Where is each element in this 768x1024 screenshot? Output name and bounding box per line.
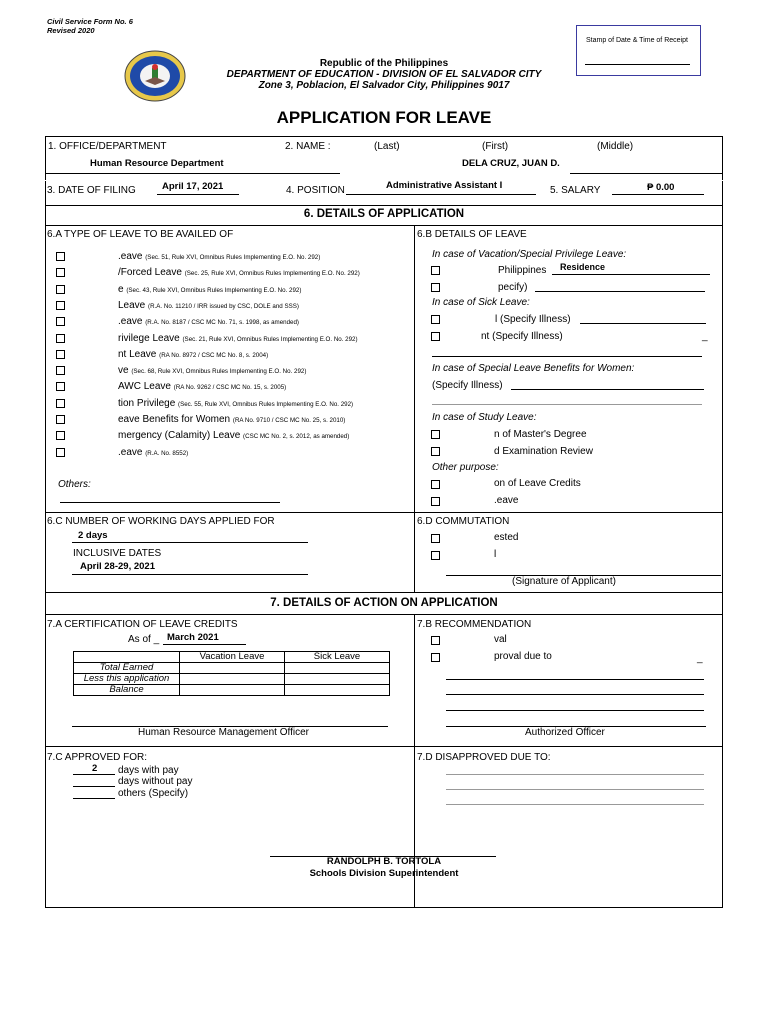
within-philippines-value[interactable]: Residence: [560, 262, 606, 272]
position-value[interactable]: Administrative Assistant I: [386, 180, 503, 191]
others-underline: [60, 502, 280, 503]
days-with-pay-value[interactable]: 2: [92, 763, 98, 774]
for-disapproval-label: proval due to: [494, 651, 552, 662]
salary-value[interactable]: ₱ 0.00: [647, 182, 675, 193]
other-purpose-heading: Other purpose:: [432, 462, 499, 473]
last-label: (Last): [374, 141, 400, 152]
table-cell[interactable]: [180, 674, 285, 685]
table-row-label: Less this application: [74, 674, 180, 685]
leave-type-reference: (Sec. 55, Rule XVI, Omnibus Rules Implementing E.O. No. 292): [178, 400, 354, 408]
leave-type-label: /Forced Leave: [118, 267, 182, 279]
leave-type-item: [118, 447, 188, 458]
leave-type-label: ve: [118, 365, 129, 377]
commutation-not-requested-checkbox[interactable]: [431, 551, 440, 560]
section-7-title: 7. DETAILS OF ACTION ON APPLICATION: [270, 597, 498, 609]
leave-type-checkbox[interactable]: [56, 448, 65, 457]
leave-type-checkbox[interactable]: [56, 334, 65, 343]
leave-type-reference: (Sec. 43, Rule XVI, Omnibus Rules Implementing E.O. No. 292): [126, 286, 302, 294]
inclusive-dates-value[interactable]: April 28-29, 2021: [80, 561, 155, 572]
section-7b-title: 7.B RECOMMENDATION: [417, 619, 532, 630]
leave-type-checkbox[interactable]: [56, 415, 65, 424]
leave-type-item: [118, 333, 358, 344]
salary-underline: [612, 194, 704, 195]
table-row-label: Total Earned: [74, 663, 180, 674]
abroad-checkbox[interactable]: [431, 283, 440, 292]
leave-type-label: Leave: [118, 299, 146, 311]
table-header-cell: [74, 652, 180, 663]
form-revision: Revised 2020: [47, 26, 95, 35]
table-cell[interactable]: [180, 685, 285, 696]
leave-type-checkbox[interactable]: [56, 366, 65, 375]
authorized-officer-label: Authorized Officer: [525, 727, 605, 738]
leave-type-item: [118, 349, 268, 360]
leave-type-reference: (Sec. 68, Rule XVI, Omnibus Rules Implementing E.O. No. 292): [131, 368, 307, 376]
leave-type-item: [118, 267, 360, 278]
leave-type-item: [118, 284, 301, 295]
leave-type-item: [118, 430, 349, 441]
leave-type-checkbox[interactable]: [56, 399, 65, 408]
applicant-signature-label: (Signature of Applicant): [512, 576, 616, 587]
leave-type-reference: (Sec. 51, Rule XVI, Omnibus Rules Implementing E.O. No. 292): [145, 254, 321, 261]
department-line: DEPARTMENT OF EDUCATION - DIVISION OF EL SALVADOR CITY: [226, 69, 542, 80]
name-value[interactable]: DELA CRUZ, JUAN D.: [462, 158, 560, 169]
others-specify-label: others (Specify): [118, 788, 189, 799]
terminal-leave-label: .eave: [494, 495, 519, 506]
leave-type-checkbox[interactable]: [56, 431, 65, 440]
leave-type-checkbox[interactable]: [56, 317, 65, 326]
sick-in-hospital-label: l (Specify Illness): [495, 314, 571, 325]
monetization-label: on of Leave Credits: [494, 478, 581, 489]
women-heading: In case of Special Leave Benefits for Women:: [432, 363, 635, 374]
leave-type-item: [118, 316, 299, 327]
section-6c-title: 6.C NUMBER OF WORKING DAYS APPLIED FOR: [47, 516, 275, 527]
section-6b-title: 6.B DETAILS OF LEAVE: [417, 229, 527, 240]
as-of-label: As of _: [128, 634, 160, 645]
name-label: 2. NAME :: [285, 141, 331, 152]
leave-type-label: .eave: [118, 446, 143, 458]
bar-board-review-checkbox[interactable]: [431, 447, 440, 456]
position-underline: [346, 194, 536, 195]
leave-type-item: [118, 398, 353, 409]
address-line: Zone 3, Poblacion, El Salvador City, Philippines 9017: [258, 80, 510, 91]
sick-in-hospital-checkbox[interactable]: [431, 315, 440, 324]
table-cell[interactable]: [180, 663, 285, 674]
date-underline: [157, 194, 239, 195]
stamp-label: Stamp of Date & Time of Receipt: [586, 37, 688, 44]
leave-type-label: rivilege Leave: [118, 332, 180, 344]
leave-type-reference: (CSC MC No. 2, s. 2012, as amended): [243, 433, 350, 441]
hr-officer-label: Human Resource Management Officer: [138, 727, 310, 738]
leave-type-label: .eave: [118, 316, 143, 328]
within-philippines-label: Philippines: [498, 265, 547, 276]
signatory-name: RANDOLPH B. TORTOLA: [326, 856, 442, 867]
leave-type-checkbox[interactable]: [56, 301, 65, 310]
others-label: Others:: [58, 479, 91, 490]
section-6-title: 6. DETAILS OF APPLICATION: [303, 208, 465, 220]
table-cell[interactable]: [285, 685, 390, 696]
table-row: [74, 674, 390, 685]
table-header-cell: Vacation Leave: [180, 652, 285, 663]
study-heading: In case of Study Leave:: [432, 412, 537, 423]
leave-type-item: [118, 300, 299, 311]
commutation-requested-label: ested: [494, 532, 519, 543]
leave-type-reference: (R.A. No. 8187 / CSC MC No. 71, s. 1998, as amended): [145, 319, 299, 327]
section-6a-title: 6.A TYPE OF LEAVE TO BE AVAILED OF: [47, 229, 234, 240]
section-7c-title: 7.C APPROVED FOR:: [47, 752, 148, 763]
leave-type-label: mergency (Calamity) Leave: [118, 430, 241, 442]
leave-type-label: eave Benefits for Women: [118, 414, 231, 425]
table-row: [74, 663, 390, 674]
masters-degree-label: n of Master's Degree: [494, 429, 587, 440]
leave-type-reference: (R.A. No. 8552): [145, 449, 189, 457]
salary-label: 5. SALARY: [550, 185, 601, 196]
leave-type-reference: (Sec. 25, Rule XVI, Omnibus Rules Implementing E.O. No. 292): [184, 270, 360, 278]
terminal-leave-checkbox[interactable]: [431, 497, 440, 506]
sick-out-patient-label: nt (Specify Illness): [481, 331, 563, 342]
office-label: 1. OFFICE/DEPARTMENT: [48, 141, 167, 152]
women-illness-label: (Specify Illness): [432, 380, 503, 391]
date-label: 3. DATE OF FILING: [47, 185, 136, 196]
section-7a-title: 7.A CERTIFICATION OF LEAVE CREDITS: [47, 619, 238, 630]
leave-credits-table: [73, 651, 390, 696]
working-days-value[interactable]: 2 days: [78, 530, 108, 541]
leave-type-checkbox[interactable]: [56, 268, 65, 277]
bar-board-review-label: d Examination Review: [494, 446, 593, 457]
table-header-row: [74, 652, 390, 663]
vacation-heading: In case of Vacation/Special Privilege Leave:: [432, 249, 627, 260]
section-6d-title: 6.D COMMUTATION: [417, 516, 510, 527]
leave-type-reference: (RA No. 9710 / CSC MC No. 25, s. 2010): [232, 417, 346, 424]
days-without-pay-label: days without pay: [118, 776, 193, 787]
table-row-label: Balance: [74, 685, 180, 696]
leave-type-checkbox[interactable]: [56, 350, 65, 359]
sick-heading: In case of Sick Leave:: [432, 297, 530, 308]
table-header-cell: Sick Leave: [285, 652, 390, 663]
section-7d-title: 7.D DISAPPROVED DUE TO:: [417, 752, 551, 763]
for-disapproval-checkbox[interactable]: [431, 653, 440, 662]
form-number: Civil Service Form No. 6: [47, 17, 133, 26]
as-of-value[interactable]: March 2021: [167, 632, 219, 643]
abroad-label: pecify): [498, 282, 528, 293]
signatory-title: Schools Division Superintendent: [309, 868, 459, 879]
leave-type-checkbox[interactable]: [56, 285, 65, 294]
leave-type-checkbox[interactable]: [56, 252, 65, 261]
leave-type-item: [118, 251, 320, 262]
leave-type-label: AWC Leave: [118, 381, 171, 393]
inclusive-dates-label: INCLUSIVE DATES: [73, 548, 162, 559]
table-cell[interactable]: [285, 674, 390, 685]
sick-out-patient-checkbox[interactable]: [431, 332, 440, 341]
name-underline: [570, 173, 722, 174]
office-value[interactable]: Human Resource Department: [90, 158, 224, 169]
leave-type-checkbox[interactable]: [56, 382, 65, 391]
leave-type-label: nt Leave: [118, 348, 157, 360]
days-with-pay-label: days with pay: [118, 765, 179, 776]
first-label: (First): [482, 141, 509, 152]
commutation-not-requested-label: l: [494, 549, 497, 560]
leave-type-reference: (Sec. 21, Rule XVI, Omnibus Rules Implementing E.O. No. 292): [182, 335, 358, 343]
leave-type-reference: (RA No. 8972 / CSC MC No. 8, s. 2004): [159, 351, 269, 359]
leave-type-item: [118, 365, 306, 376]
table-row: [74, 685, 390, 696]
office-underline-2: [256, 173, 340, 174]
leave-type-item: [118, 381, 286, 392]
republic-line: Republic of the Philippines: [319, 58, 449, 69]
masters-degree-checkbox[interactable]: [431, 430, 440, 439]
middle-label: (Middle): [597, 141, 634, 152]
for-approval-label: val: [494, 634, 507, 645]
position-label: 4. POSITION: [286, 185, 345, 196]
leave-type-item: [118, 414, 345, 425]
office-underline: [46, 173, 256, 174]
commutation-requested-checkbox[interactable]: [431, 534, 440, 543]
monetization-checkbox[interactable]: [431, 480, 440, 489]
leave-type-reference: (RA No. 9262 / CSC MC No. 15, s. 2005): [173, 384, 287, 392]
leave-type-label: e: [118, 283, 124, 295]
leave-type-label: .eave: [118, 251, 143, 262]
for-approval-checkbox[interactable]: [431, 636, 440, 645]
leave-type-reference: (R.A. No. 11210 / IRR issued by CSC, DOLE and SSS): [148, 302, 299, 310]
within-philippines-checkbox[interactable]: [431, 266, 440, 275]
table-cell[interactable]: [285, 663, 390, 674]
date-value[interactable]: April 17, 2021: [162, 181, 224, 192]
page-title: APPLICATION FOR LEAVE: [276, 108, 492, 127]
leave-type-label: tion Privilege: [118, 397, 176, 409]
